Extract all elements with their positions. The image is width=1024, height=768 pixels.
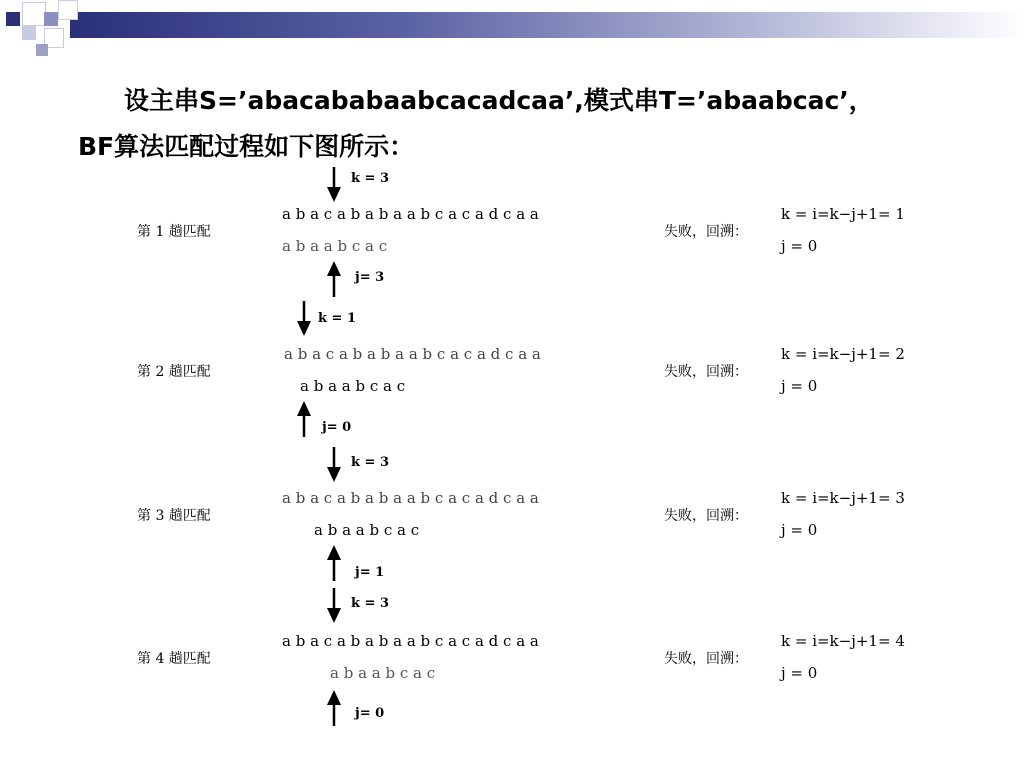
pass-label: 第 1 趟匹配 [137, 224, 211, 240]
up-arrow-icon [326, 261, 342, 297]
header-gradient-bar [70, 12, 1024, 38]
match-pass-2 [0, 305, 1024, 445]
deco-square [36, 44, 48, 56]
k-pointer-label: k = 3 [351, 455, 389, 470]
k-pointer-label: k = 3 [351, 171, 389, 186]
down-arrow-icon [326, 588, 342, 624]
main-string: a b a c a b a b a a b c a c a d c a a [282, 205, 539, 223]
j-reset: j = 0 [781, 237, 818, 255]
heading-line-1: 设主串S=’abacababaabcacadcaa’,模式串T=’abaabcac’， [124, 86, 874, 115]
j-pointer-label: j= 1 [355, 565, 385, 580]
up-arrow-icon [326, 545, 342, 581]
j-pointer-label: j= 3 [355, 270, 385, 285]
heading-line-2: BF算法匹配过程如下图所示： [78, 132, 415, 161]
pattern-string: a b a a b c a c [282, 237, 388, 255]
pattern-string: a b a a b c a c [330, 664, 436, 682]
slide-heading [78, 78, 978, 170]
down-arrow-icon [326, 447, 342, 483]
down-arrow-icon [296, 301, 312, 337]
deco-square [44, 12, 58, 26]
pattern-string: a b a a b c a c [314, 521, 420, 539]
result-text: 失败，回溯： [664, 364, 748, 380]
j-reset: j = 0 [781, 664, 818, 682]
result-text: 失败，回溯： [664, 508, 748, 524]
pass-label: 第 4 趟匹配 [137, 651, 211, 667]
k-calculation: k = i=k−j+1= 4 [781, 632, 905, 650]
result-text: 失败，回溯： [664, 224, 748, 240]
pass-label: 第 2 趟匹配 [137, 364, 211, 380]
k-calculation: k = i=k−j+1= 3 [781, 489, 905, 507]
match-pass-4 [0, 592, 1024, 732]
j-pointer-label: j= 0 [355, 706, 385, 721]
deco-square [58, 0, 78, 20]
pass-label: 第 3 趟匹配 [137, 508, 211, 524]
up-arrow-icon [296, 401, 312, 437]
k-pointer-label: k = 1 [318, 311, 356, 326]
k-calculation: k = i=k−j+1= 2 [781, 345, 905, 363]
deco-square [22, 26, 36, 40]
match-pass-1 [0, 165, 1024, 305]
main-string: a b a c a b a b a a b c a c a d c a a [282, 489, 539, 507]
match-pass-3 [0, 449, 1024, 589]
j-pointer-label: j= 0 [322, 420, 352, 435]
down-arrow-icon [326, 167, 342, 203]
j-reset: j = 0 [781, 521, 818, 539]
pattern-string: a b a a b c a c [300, 377, 406, 395]
k-pointer-label: k = 3 [351, 596, 389, 611]
deco-square [6, 12, 20, 26]
deco-square [22, 2, 46, 26]
result-text: 失败，回溯： [664, 651, 748, 667]
main-string: a b a c a b a b a a b c a c a d c a a [284, 345, 541, 363]
j-reset: j = 0 [781, 377, 818, 395]
main-string: a b a c a b a b a a b c a c a d c a a [282, 632, 539, 650]
up-arrow-icon [326, 690, 342, 726]
k-calculation: k = i=k−j+1= 1 [781, 205, 905, 223]
